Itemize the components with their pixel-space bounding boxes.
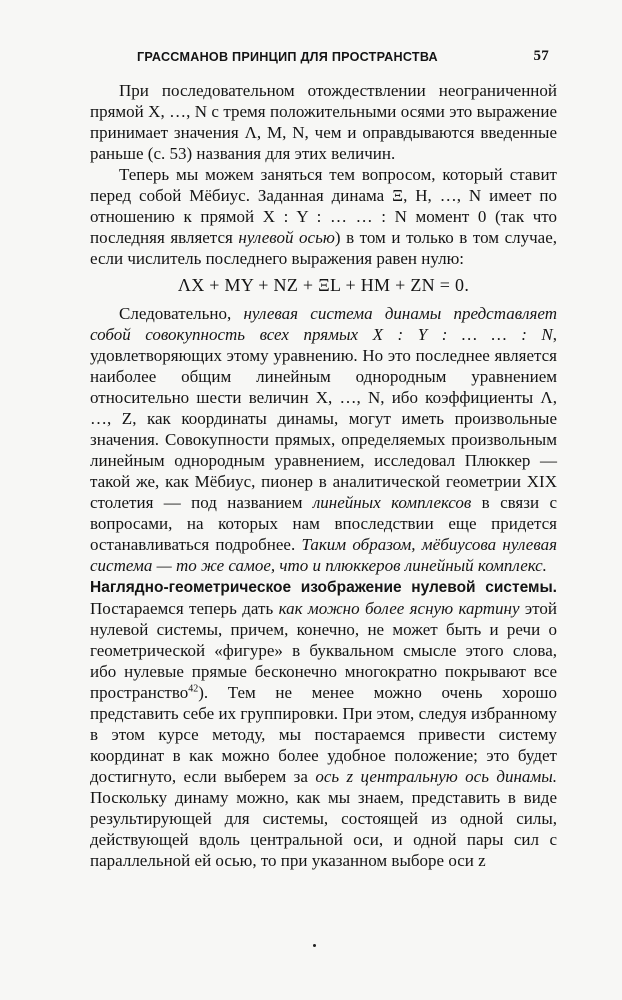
main-text: [90, 80, 557, 871]
p2-italic-1: нулевой осью: [238, 228, 335, 247]
p3-italic-3: Таким образом, мёбиусова нулевая система — то же самое, что и плюккеров линейный комплекс.: [90, 535, 557, 575]
page-mark: [313, 944, 316, 947]
page-number: 57: [533, 48, 549, 64]
paragraph-1: При последовательном отождествлении неограниченной прямой X, …, N с тремя положительными осями это выражение принимает значения Λ, M, N, чем и оправдываются введенные раньше (с. 53) названия для этих величин.: [90, 81, 557, 163]
p4-text-2: этой нулевой системы, причем, конечно, не может быть и речи о геометрической «фигуре» в буквальном смысле этого слова, ибо нулевые прямые бесконечно многократно покрывают все пространство: [90, 599, 557, 702]
p4-text-1: Постараемся теперь дать: [90, 599, 279, 618]
p4-italic-1: как можно более ясную картину: [278, 599, 520, 618]
running-header: [137, 50, 549, 64]
paragraph-4: [90, 576, 557, 871]
equation: ΛX + MY + NZ + ΞL + HM + ZN = 0.: [177, 275, 470, 295]
footnote-ref: 42: [188, 683, 199, 695]
p3-italic-1: нулевая система динамы представляет собой совокупность всех прямых X : Y : … … : N: [90, 304, 557, 344]
section-heading: Наглядно-геометрическое изображение нулевой системы.: [90, 579, 557, 596]
p2-text-2: ) в том и только в том случае, если числитель последнего выражения равен нулю:: [90, 228, 558, 268]
p3-text-1: Следовательно,: [119, 304, 244, 323]
p2-text-1: Теперь мы можем заняться тем вопросом, который ставит перед собой Мёбиус. Заданная динама Ξ, H, …, N имеет по отношению к прямой X : Y : … … : N момент 0 (так что последняя является: [90, 165, 557, 247]
p4-text-4: Поскольку динаму можно, как мы знаем, представить в виде результирующей для системы, состоящей из одной силы, действующей вдоль центральной оси, и одной пары сил с параллельной ей осью, то при указанном выборе оси z: [90, 788, 557, 870]
p3-text-3: в связи с вопросами, на которых нам впоследствии еще придется останавливаться подробнее.: [90, 493, 557, 554]
p3-italic-2: линейных комплексов: [312, 493, 472, 512]
paragraph-2: [90, 164, 557, 269]
p3-text-2: , удовлетворяющих этому уравнению. Но это последнее является наиболее общим линейным однородным уравнением относительно шести величин X, …, N, ибо коэффициенты Λ, …, Z, как координаты динамы, могут иметь произвольные значения. Совокупности прямых, определяемых произвольным линейным однородным уравнением, исследовал Плюккер — такой же, как Мёбиус, пионер в аналитической геометрии XIX столетия — под названием: [90, 325, 557, 512]
p4-text-3: ). Тем не менее можно очень хорошо представить себе их группировки. При этом, следуя избранному в этом курсе методу, мы постараемся привести систему координат в как можно более удобное положение; это будет достигнуто, если выберем за: [90, 683, 557, 786]
p4-italic-2: ось z центральную ось динамы.: [315, 767, 557, 786]
running-title: ГРАССМАНОВ ПРИНЦИП ДЛЯ ПРОСТРАНСТВА: [137, 50, 438, 64]
paragraph-3: [90, 303, 557, 576]
